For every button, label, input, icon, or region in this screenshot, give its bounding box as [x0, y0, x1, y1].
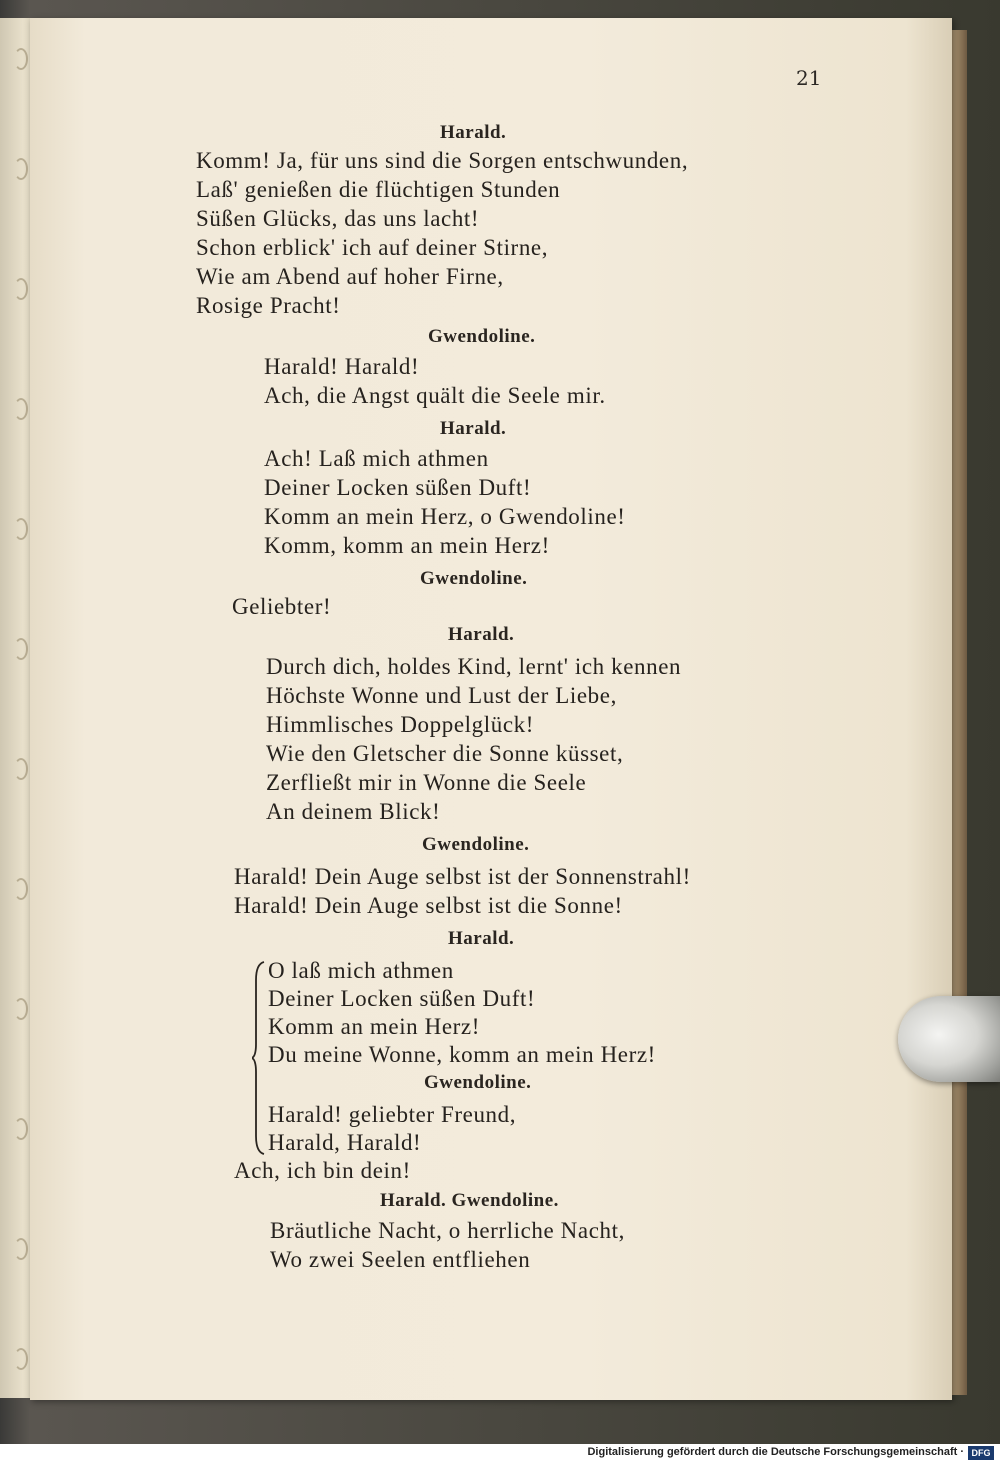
- binding-stitch: [14, 1348, 28, 1370]
- verse-line: Deiner Locken süßen Duft!: [268, 986, 536, 1011]
- verse-line: Rosige Pracht!: [196, 293, 341, 318]
- verse-line: Durch dich, holdes Kind, lernt' ich kennen: [266, 654, 682, 679]
- binding-stitch: [14, 48, 28, 70]
- verse-line: Harald! Dein Auge selbst ist die Sonne!: [234, 893, 623, 918]
- speaker-label: Harald.: [440, 122, 507, 143]
- speaker-label: Harald.: [440, 418, 507, 439]
- verse-line: Süßen Glücks, das uns lacht!: [196, 206, 480, 231]
- speaker-label: Gwendoline.: [424, 1072, 532, 1093]
- speaker-label: Gwendoline.: [428, 326, 536, 347]
- speaker-label: Harald.: [448, 928, 515, 949]
- verse-line: Du meine Wonne, komm an mein Herz!: [268, 1042, 656, 1067]
- voice-brace: [252, 960, 266, 1156]
- dfg-logo: DFG: [968, 1446, 994, 1460]
- binding-stitch: [14, 878, 28, 900]
- binding-stitch: [14, 638, 28, 660]
- verse-line: Höchste Wonne und Lust der Liebe,: [266, 683, 617, 708]
- verse-line: Wie am Abend auf hoher Firne,: [196, 264, 504, 289]
- verse-line: Schon erblick' ich auf deiner Stirne,: [196, 235, 549, 260]
- verse-line: Wie den Gletscher die Sonne küsset,: [266, 741, 624, 766]
- binding-stitch: [14, 998, 28, 1020]
- verse-line: Laß' genießen die flüchtigen Stunden: [196, 177, 561, 202]
- funding-credit: Digitalisierung gefördert durch die Deutsche Forschungsgemeinschaft ·: [587, 1446, 964, 1458]
- verse-line: Komm an mein Herz!: [268, 1014, 480, 1039]
- verse-line: Harald! geliebter Freund,: [268, 1102, 517, 1127]
- speaker-label: Gwendoline.: [420, 568, 528, 589]
- verse-line: Harald, Harald!: [268, 1130, 422, 1155]
- binding-stitch: [14, 278, 28, 300]
- speaker-label: Harald.: [448, 624, 515, 645]
- verse-line: O laß mich athmen: [268, 958, 454, 983]
- verse-line: Wo zwei Seelen entfliehen: [270, 1247, 531, 1272]
- verse-line: Komm, komm an mein Herz!: [264, 533, 550, 558]
- page-clip: [898, 996, 1000, 1082]
- binding-stitch: [14, 1118, 28, 1140]
- verse-line: Himmlisches Doppelglück!: [266, 712, 534, 737]
- speaker-label: Gwendoline.: [422, 834, 530, 855]
- verse-line: An deinem Blick!: [266, 799, 441, 824]
- verse-line: Harald! Dein Auge selbst ist der Sonnenstrahl!: [234, 864, 691, 889]
- verse-line: Zerfließt mir in Wonne die Seele: [266, 770, 587, 795]
- verse-line: Bräutliche Nacht, o herrliche Nacht,: [270, 1218, 625, 1243]
- verse-line: Ach, ich bin dein!: [234, 1158, 411, 1183]
- verse-line: Deiner Locken süßen Duft!: [264, 475, 532, 500]
- speaker-label: Harald. Gwendoline.: [380, 1190, 559, 1211]
- verse-line: Komm an mein Herz, o Gwendoline!: [264, 504, 626, 529]
- binding-stitch: [14, 158, 28, 180]
- binding-stitch: [14, 518, 28, 540]
- verse-line: Harald! Harald!: [264, 354, 420, 379]
- page-number: 21: [796, 66, 822, 90]
- verse-line: Ach, die Angst quält die Seele mir.: [264, 383, 606, 408]
- binding-stitch: [14, 758, 28, 780]
- binding-stitch: [14, 398, 28, 420]
- verse-line: Ach! Laß mich athmen: [264, 446, 489, 471]
- binding-stitch: [14, 1238, 28, 1260]
- verse-line: Komm! Ja, für uns sind die Sorgen entschwunden,: [196, 148, 689, 173]
- verse-line: Geliebter!: [232, 594, 332, 619]
